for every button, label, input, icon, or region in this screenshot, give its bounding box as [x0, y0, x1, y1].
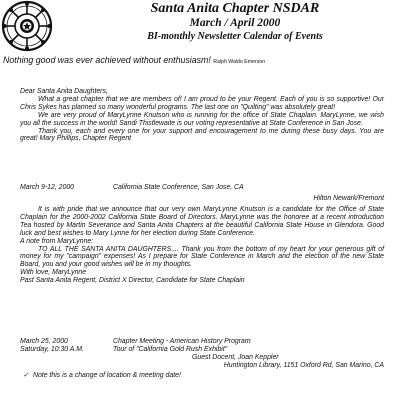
- event2-row-2: [20, 346, 384, 354]
- event1-note-from: A note from MaryLynne:: [20, 237, 94, 245]
- event2-row-3: [20, 354, 384, 362]
- dar-wheel-emblem-icon: [1, 0, 53, 52]
- event2-tour: Tour of "California Gold Rush Exhibit": [113, 346, 228, 353]
- regent-letter: [20, 88, 384, 143]
- event-state-conference-header: [20, 184, 384, 192]
- newsletter-title: Santa Anita Chapter NSDAR: [150, 1, 320, 16]
- letter-paragraph-1: What a great chapter that we are members of! I am proud to be your Regent. Each of you is so supportive! Our Chris Sykes has planned so many wonderful programs. The last one on "Quilting" was absolutely great!: [20, 95, 384, 111]
- checkmark-icon: ✓: [23, 372, 29, 379]
- event2-title: Chapter Meeting - American History Program: [113, 338, 251, 345]
- motto-author: Ralph Waldo Emerson: [213, 59, 265, 65]
- event2-note: Note this is a change of location & meeting date!: [33, 372, 181, 379]
- event1-details: [20, 206, 384, 285]
- motto-line: [3, 55, 265, 65]
- motto-quote: Nothing good was ever achieved without enthusiasm!: [3, 55, 211, 65]
- event2-time: Saturday, 10:30 A.M.: [20, 346, 84, 353]
- letter-paragraph-3: Thank you, each and every one for your support and encouragement to me during these busy days. You are great! Mary Phillips, Chapter Regent: [20, 127, 384, 143]
- event1-signature: Past Santa Anita Regent, District X Director, Candidate for State Chaplain: [20, 277, 245, 285]
- event2-row-4: [20, 362, 384, 370]
- event1-title: California State Conference, San Jose, CA: [113, 184, 244, 191]
- letter-salutation: Dear Santa Anita Daughters,: [20, 88, 108, 95]
- event2-row-1: [20, 338, 384, 346]
- event1-announcement: It is with pride that we announce that our very own MaryLynne Knutson is a candidate for the Office of State Chaplain for the 2000-2002 California State Board of Directors. MaryLynne was the honoree at a recent introduction Tea hosted by Martin Severance and Santa Anita Chapters at the beautiful California State House in Glendora. Good luck and best wishes to Mary Lynne for her election during State Conference.: [20, 206, 384, 237]
- event1-venue: Hilton Newark/Fremont: [313, 195, 384, 202]
- event1-closing: With love, MaryLynne: [20, 269, 87, 277]
- event2-location: Huntington Library, 1151 Oxford Rd, San Marino, CA: [223, 362, 384, 369]
- letter-paragraph-2: We are very proud of MaryLynne Knutson who is running for the office of State Chaplain. MaryLynne, we wish you all the success in the world! Sandi Thistlewaite is our voting representative at State Conference in San Jose.: [20, 111, 384, 127]
- newsletter-subtitle: BI-monthly Newsletter Calendar of Events: [147, 31, 323, 42]
- event1-date: March 9-12, 2000: [20, 184, 75, 191]
- event2-note-row: [20, 372, 384, 380]
- event1-note: TO ALL THE SANTA ANITA DAUGHTERS.... Thank you from the bottom of my heart for your generous gift of money for my "campaign" expenses! As I prepare for State Conference in March and the election of the new State Board, you and your good wishes will be in my thoughts.: [20, 245, 384, 269]
- event2-date: March 25, 2000: [20, 338, 68, 345]
- newsletter-date: March / April 2000: [189, 17, 281, 29]
- event2-guest: Guest Docent, Joan Keppler: [192, 354, 279, 361]
- event1-venue-row: [20, 195, 384, 203]
